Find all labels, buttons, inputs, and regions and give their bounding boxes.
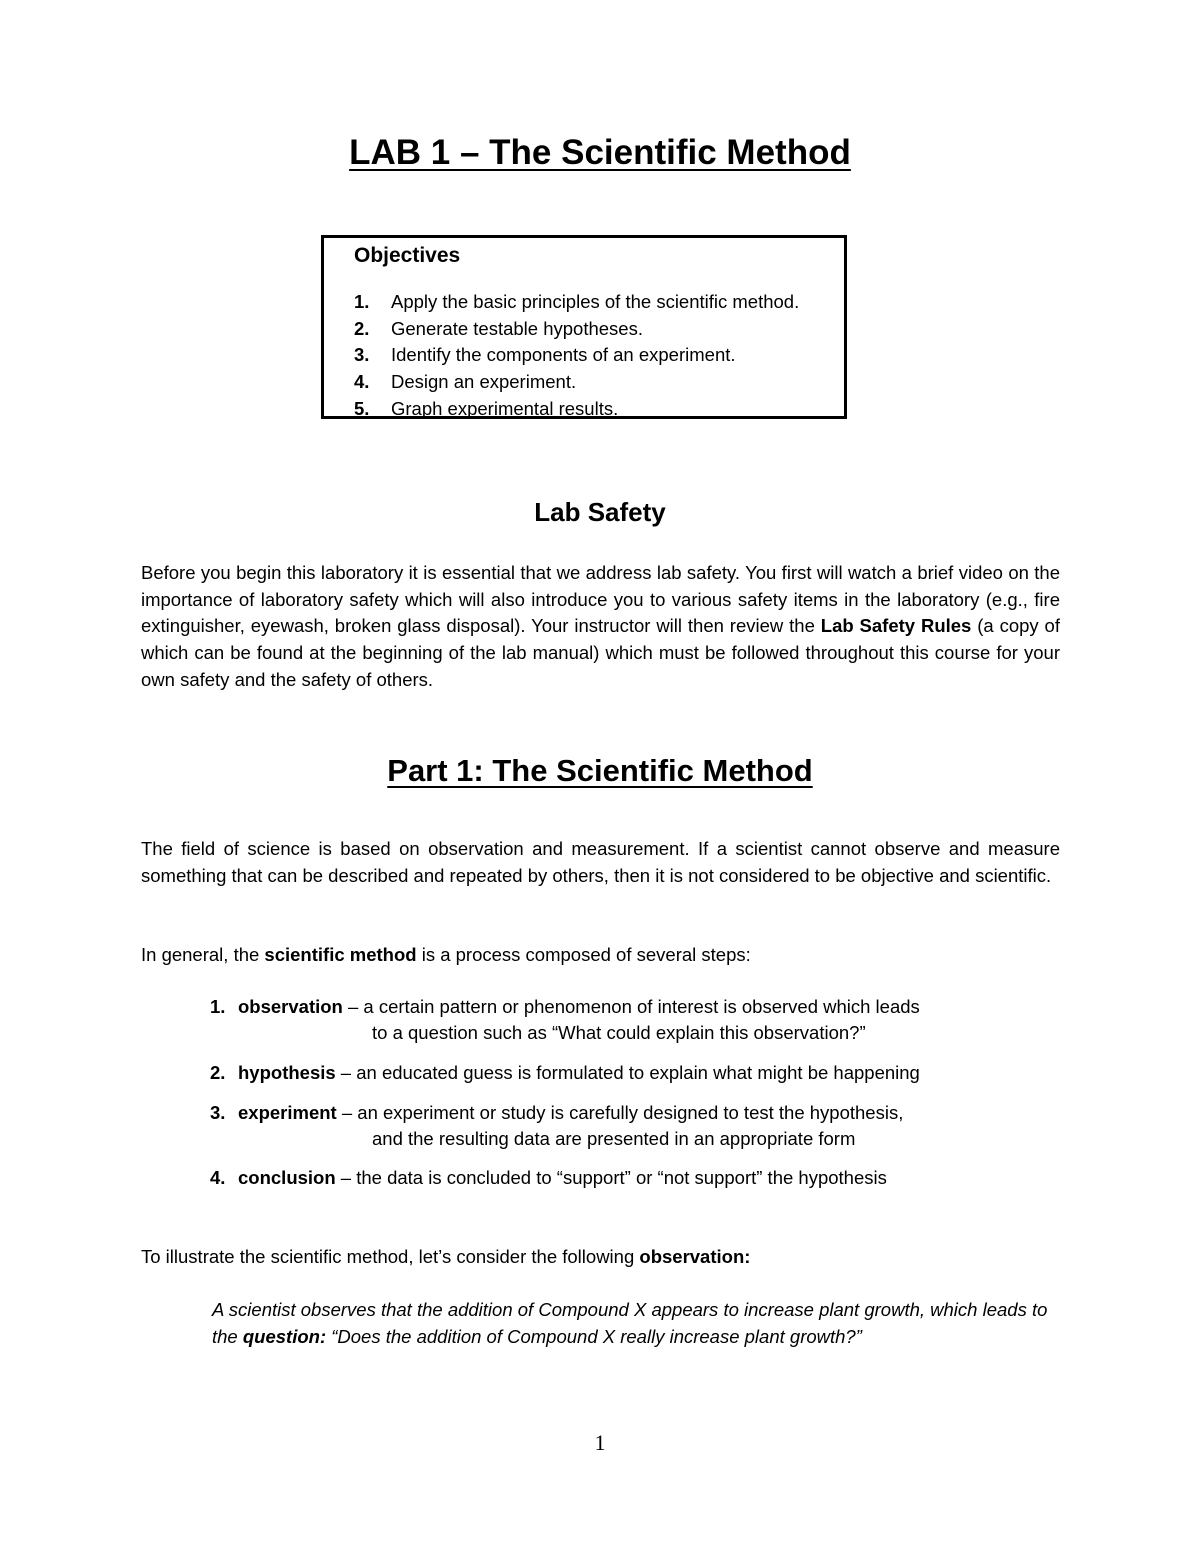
part1-intro-paragraph: The field of science is based on observation and measurement. If a scientist cannot observe and measure something that can be described and repeated by others, then it is not considered to be objective and scientific. [141, 838, 1060, 886]
page-number: 1 [594, 1430, 606, 1455]
objective-text: Design an experiment. [391, 371, 577, 393]
step-number: 2. [210, 1062, 226, 1083]
lab-safety-rules-bold: Lab Safety Rules [820, 615, 972, 637]
step-term: experiment [238, 1102, 337, 1123]
objective-text: Apply the basic principles of the scientific method. [391, 291, 800, 312]
step-item [210, 994, 920, 1046]
objective-text: Generate testable hypotheses. [391, 317, 643, 339]
observation-bold: observation: [639, 1246, 751, 1267]
objectives-heading: Objectives [354, 244, 461, 267]
lab-safety-paragraph [141, 560, 1060, 694]
objectives-list [354, 290, 799, 423]
scientific-method-intro [141, 942, 1060, 969]
example-text-1: A scientist observes that the addition of Compound X appears to increase plant growth, which leads to the [212, 1299, 1048, 1347]
scientific-method-bold: scientific method [264, 944, 417, 965]
objective-number: 1. [354, 291, 370, 312]
step-continuation: and the resulting data are presented in an appropriate form [372, 1128, 856, 1149]
lab-safety-text-1: Before you begin this laboratory it is essential that we address lab safety. You first will watch a brief video on the importance of laboratory safety which will also introduce you to various safety items in the laboratory (e.g., fire extinguisher, eyewash, broken glass disposal). Your instructor will then review the [141, 562, 1060, 637]
general-text-2: is a process composed of several steps: [416, 944, 751, 965]
step-term: conclusion [238, 1167, 336, 1188]
lab-safety-text-2: (a copy of which can be found at the beginning of the lab manual) which must be followed throughout this course for your own safety and the safety of others. [141, 615, 1060, 690]
objective-number: 4. [354, 371, 370, 393]
objectives-box [321, 235, 847, 419]
step-continuation: to a question such as “What could explain this observation?” [372, 1022, 866, 1043]
objective-number: 2. [354, 317, 370, 339]
page-title: LAB 1 – The Scientific Method [349, 133, 851, 172]
illustrate-paragraph [141, 1244, 1060, 1271]
general-text-1: In general, the [141, 944, 265, 965]
objective-text: Identify the components of an experiment. [391, 344, 736, 366]
part1-heading: Part 1: The Scientific Method [387, 753, 813, 788]
illustrate-text: To illustrate the scientific method, let’s consider the following [141, 1246, 640, 1267]
step-number: 4. [210, 1167, 226, 1188]
step-text: – an educated guess is formulated to explain what might be happening [335, 1062, 920, 1083]
lab-safety-heading: Lab Safety [534, 497, 666, 527]
step-item [210, 1060, 920, 1086]
step-item [210, 1165, 887, 1191]
example-observation [212, 1296, 1072, 1350]
step-text: – the data is concluded to “support” or “not support” the hypothesis [335, 1167, 887, 1188]
step-text: – an experiment or study is carefully designed to test the hypothesis, [336, 1102, 904, 1123]
step-term: hypothesis [238, 1062, 336, 1083]
question-bold: question: [242, 1326, 327, 1347]
objective-number: 3. [354, 344, 370, 366]
objective-item [354, 343, 799, 370]
objective-item [354, 317, 799, 344]
step-number: 3. [210, 1102, 226, 1123]
objective-text: Graph experimental results. [391, 397, 619, 419]
step-number: 1. [210, 996, 226, 1017]
objective-item [354, 290, 799, 317]
example-text-2: “Does the addition of Compound X really increase plant growth?” [326, 1326, 862, 1347]
step-item [210, 1100, 903, 1152]
step-text: – a certain pattern or phenomenon of interest is observed which leads [342, 996, 920, 1017]
objective-item [354, 370, 799, 397]
objective-number: 5. [354, 397, 370, 419]
objective-item [354, 397, 799, 424]
step-term: observation [238, 996, 343, 1017]
